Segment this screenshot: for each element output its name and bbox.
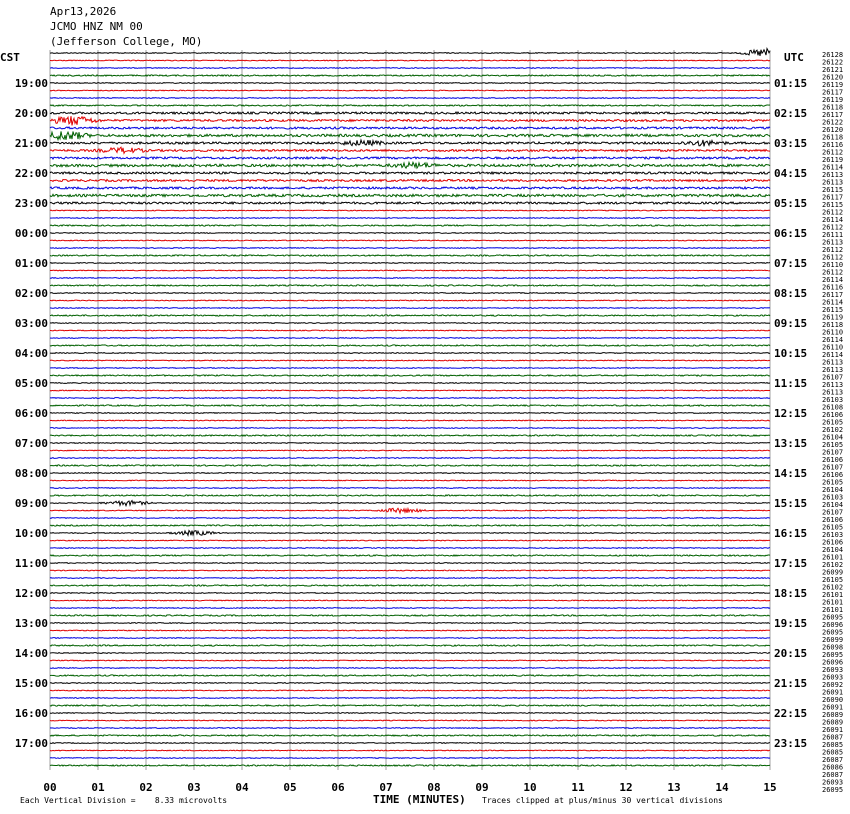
x-tick-label: 07 xyxy=(379,781,393,794)
cst-hour-label: 10:00 xyxy=(14,527,48,540)
trace-value: 26119 xyxy=(822,81,844,89)
trace-value: 26101 xyxy=(822,591,844,599)
cst-hour-label: 22:00 xyxy=(14,167,48,180)
trace-line xyxy=(50,233,770,234)
trace-value: 26093 xyxy=(822,673,844,682)
x-tick-label: 00 xyxy=(43,781,57,794)
cst-hour-label: 06:00 xyxy=(14,407,48,420)
trace-value: 26115 xyxy=(822,186,844,194)
utc-hour-label: 08:15 xyxy=(774,287,808,300)
cst-hour-label: 23:00 xyxy=(14,197,48,210)
trace-value: 26117 xyxy=(822,111,844,119)
trace-value: 26103 xyxy=(822,396,844,404)
trace-line xyxy=(50,240,770,241)
trace-line xyxy=(50,735,770,736)
trace-line xyxy=(50,255,770,256)
utc-hour-label: 09:15 xyxy=(774,317,808,330)
trace-value: 26110 xyxy=(822,328,844,337)
trace-value: 26118 xyxy=(822,133,844,142)
x-tick-label: 08 xyxy=(427,781,441,794)
x-tick-label: 03 xyxy=(187,781,201,794)
trace-value: 26096 xyxy=(822,621,844,629)
trace-line xyxy=(50,330,770,331)
utc-hour-label: 15:15 xyxy=(774,497,808,510)
trace-value: 26122 xyxy=(822,118,844,127)
cst-hour-label: 14:00 xyxy=(14,647,48,660)
trace-line xyxy=(50,98,770,99)
trace-line xyxy=(50,60,770,61)
trace-value: 26110 xyxy=(822,343,844,352)
trace-value: 26114 xyxy=(822,163,844,172)
x-tick-label: 10 xyxy=(523,781,537,794)
trace-line xyxy=(50,495,770,496)
trace-value: 26105 xyxy=(822,478,844,487)
trace-line xyxy=(50,720,770,721)
trace-line xyxy=(50,162,770,168)
cst-hour-label: 11:00 xyxy=(14,557,48,570)
trace-value: 26092 xyxy=(822,681,844,689)
cst-hour-label: 00:00 xyxy=(14,227,48,240)
trace-line xyxy=(50,140,770,147)
trace-line xyxy=(50,473,770,474)
trace-line xyxy=(50,368,770,369)
trace-value: 26087 xyxy=(822,756,844,764)
trace-line xyxy=(50,131,770,139)
cst-hour-label: 05:00 xyxy=(14,377,48,390)
trace-line xyxy=(50,765,770,766)
trace-line xyxy=(50,49,770,56)
trace-line xyxy=(50,690,770,691)
trace-line xyxy=(50,353,770,354)
trace-value: 26114 xyxy=(822,276,844,284)
cst-hour-label: 16:00 xyxy=(14,707,48,720)
trace-line xyxy=(50,750,770,751)
trace-line xyxy=(50,518,770,519)
trace-value: 26121 xyxy=(822,66,844,74)
trace-value: 26102 xyxy=(822,426,844,434)
trace-line xyxy=(50,202,770,204)
trace-value: 26085 xyxy=(822,748,844,757)
cst-hour-label: 17:00 xyxy=(14,737,48,750)
trace-value: 26104 xyxy=(822,486,844,494)
trace-line xyxy=(50,713,770,714)
trace-value: 26116 xyxy=(822,141,844,149)
utc-hour-label: 16:15 xyxy=(774,527,808,540)
trace-value: 26093 xyxy=(822,778,844,787)
trace-line xyxy=(50,600,770,601)
cst-hour-label: 13:00 xyxy=(14,617,48,630)
trace-line xyxy=(50,525,770,526)
trace-line xyxy=(50,83,770,84)
utc-hour-label: 14:15 xyxy=(774,467,808,480)
trace-line xyxy=(50,531,770,536)
trace-value: 26091 xyxy=(822,726,844,734)
trace-line xyxy=(50,147,770,153)
trace-value: 26117 xyxy=(822,291,844,299)
trace-line xyxy=(50,210,770,211)
trace-value: 26117 xyxy=(822,193,844,202)
trace-value: 26089 xyxy=(822,718,844,727)
trace-value: 26113 xyxy=(822,388,844,397)
x-tick-label: 15 xyxy=(763,781,777,794)
trace-line xyxy=(50,360,770,361)
clip-note: Traces clipped at plus/minus 30 vertical divisions xyxy=(482,796,723,805)
trace-value: 26098 xyxy=(822,643,844,652)
trace-line xyxy=(50,645,770,646)
trace-value: 26107 xyxy=(822,508,844,517)
trace-value: 26091 xyxy=(822,688,844,697)
trace-line xyxy=(50,68,770,69)
x-axis-title: TIME (MINUTES) xyxy=(373,793,466,806)
x-tick-label: 01 xyxy=(91,781,105,794)
trace-value: 26112 xyxy=(822,246,844,254)
trace-value: 26112 xyxy=(822,208,844,217)
trace-value: 26095 xyxy=(822,628,844,637)
station-code: JCMO HNZ NM 00 xyxy=(50,20,143,33)
cst-hour-label: 12:00 xyxy=(14,587,48,600)
utc-hour-labels xyxy=(774,77,807,750)
utc-hour-label: 03:15 xyxy=(774,137,808,150)
x-tick-label: 13 xyxy=(667,781,681,794)
trace-value: 26095 xyxy=(822,786,844,794)
trace-line xyxy=(50,116,770,125)
trace-value: 26120 xyxy=(822,126,844,134)
trace-value: 26110 xyxy=(822,261,844,269)
trace-value: 26106 xyxy=(822,538,844,547)
trace-value: 26087 xyxy=(822,733,844,742)
trace-value: 26107 xyxy=(822,448,844,457)
trace-value: 26117 xyxy=(822,88,844,97)
trace-value: 26105 xyxy=(822,441,844,449)
trace-value: 26101 xyxy=(822,553,844,562)
trace-line xyxy=(50,270,770,271)
trace-value: 26118 xyxy=(822,103,844,112)
trace-line xyxy=(50,705,770,706)
trace-line xyxy=(50,308,770,309)
trace-line xyxy=(50,758,770,759)
x-tick-label: 11 xyxy=(571,781,585,794)
cst-hour-label: 19:00 xyxy=(14,77,48,90)
trace-value: 26114 xyxy=(822,216,844,224)
trace-line xyxy=(50,345,770,346)
trace-line xyxy=(50,548,770,549)
trace-value: 26086 xyxy=(822,763,844,772)
scale-note: Each Vertical Division = 8.33 microvolts xyxy=(20,796,228,805)
trace-line xyxy=(50,398,770,399)
trace-value: 26087 xyxy=(822,771,844,779)
trace-line xyxy=(50,105,770,106)
utc-hour-label: 01:15 xyxy=(774,77,808,90)
trace-line xyxy=(50,127,770,129)
trace-line xyxy=(50,338,770,339)
trace-line xyxy=(50,570,770,571)
utc-hour-label: 21:15 xyxy=(774,677,808,690)
trace-value: 26107 xyxy=(822,373,844,382)
seismic-traces xyxy=(50,49,770,767)
trace-line xyxy=(50,698,770,699)
trace-value: 26102 xyxy=(822,583,844,592)
trace-line xyxy=(50,623,770,624)
utc-hour-label: 20:15 xyxy=(774,647,808,660)
utc-hour-label: 07:15 xyxy=(774,257,808,270)
station-location: (Jefferson College, MO) xyxy=(50,35,203,48)
trace-line xyxy=(50,218,770,219)
trace-value: 26099 xyxy=(822,568,844,577)
utc-hour-label: 10:15 xyxy=(774,347,808,360)
trace-value: 26105 xyxy=(822,576,844,584)
trace-line xyxy=(50,172,770,174)
trace-value: 26107 xyxy=(822,463,844,472)
trace-line xyxy=(50,285,770,286)
x-tick-label: 02 xyxy=(139,781,153,794)
utc-hour-label: 04:15 xyxy=(774,167,808,180)
cst-hour-label: 01:00 xyxy=(14,257,48,270)
trace-value: 26113 xyxy=(822,171,844,179)
trace-line xyxy=(50,540,770,541)
trace-line xyxy=(50,743,770,744)
utc-hour-label: 06:15 xyxy=(774,227,808,240)
trace-line xyxy=(50,593,770,594)
cst-hour-label: 07:00 xyxy=(14,437,48,450)
trace-value: 26102 xyxy=(822,561,844,569)
trace-value: 26114 xyxy=(822,351,844,359)
trace-line xyxy=(50,263,770,264)
utc-hour-label: 11:15 xyxy=(774,377,808,390)
trace-line xyxy=(50,450,770,451)
trace-value: 26101 xyxy=(822,598,844,607)
trace-value: 26096 xyxy=(822,658,844,667)
trace-line xyxy=(50,315,770,316)
trace-value: 26111 xyxy=(822,231,844,239)
trace-line xyxy=(50,608,770,609)
trace-line xyxy=(50,488,770,489)
cst-hour-label: 15:00 xyxy=(14,677,48,690)
x-tick-label: 12 xyxy=(619,781,633,794)
trace-value: 26101 xyxy=(822,606,844,614)
trace-value: 26118 xyxy=(822,321,844,329)
utc-hour-label: 17:15 xyxy=(774,557,808,570)
cst-hour-labels xyxy=(15,77,48,750)
trace-line xyxy=(50,323,770,324)
trace-value: 26105 xyxy=(822,418,844,427)
trace-line xyxy=(50,75,770,76)
trace-line xyxy=(50,501,770,506)
trace-value: 26114 xyxy=(822,298,844,307)
trace-line xyxy=(50,435,770,436)
trace-line xyxy=(50,638,770,639)
trace-value: 26106 xyxy=(822,456,844,464)
trace-value: 26113 xyxy=(822,238,844,247)
cst-hour-label: 02:00 xyxy=(14,287,48,300)
trace-value: 26104 xyxy=(822,546,844,554)
trace-line xyxy=(50,225,770,226)
x-tick-label: 09 xyxy=(475,781,489,794)
trace-value: 26089 xyxy=(822,711,844,719)
trace-value: 26114 xyxy=(822,336,844,344)
trace-line xyxy=(50,293,770,294)
trace-value: 26104 xyxy=(822,433,844,442)
trace-value: 26095 xyxy=(822,651,844,659)
trace-value: 26106 xyxy=(822,516,844,524)
cst-hour-label: 04:00 xyxy=(14,347,48,360)
trace-line xyxy=(50,653,770,654)
trace-value: 26116 xyxy=(822,283,844,292)
trace-line xyxy=(50,90,770,91)
trace-line xyxy=(50,630,770,631)
trace-line xyxy=(50,660,770,661)
trace-value: 26103 xyxy=(822,493,844,502)
trace-value: 26119 xyxy=(822,156,844,164)
cst-hour-label: 09:00 xyxy=(14,497,48,510)
trace-line xyxy=(50,428,770,429)
trace-value: 26112 xyxy=(822,253,844,262)
trace-line xyxy=(50,187,770,189)
trace-value: 26122 xyxy=(822,58,844,67)
trace-value: 26120 xyxy=(822,73,844,82)
trace-value: 26113 xyxy=(822,366,844,374)
trace-line xyxy=(50,578,770,579)
trace-line xyxy=(50,615,770,616)
trace-value: 26103 xyxy=(822,531,844,539)
utc-hour-label: 23:15 xyxy=(774,737,808,750)
right-timezone-label: UTC xyxy=(784,51,804,64)
trace-line xyxy=(50,383,770,384)
trace-value: 26128 xyxy=(822,51,844,59)
trace-value: 26104 xyxy=(822,501,844,509)
left-timezone-label: CST xyxy=(0,51,20,64)
trace-line xyxy=(50,675,770,676)
plot-date: Apr13,2026 xyxy=(50,5,117,18)
trace-line xyxy=(50,420,770,421)
trace-value: 26112 xyxy=(822,268,844,277)
trace-line xyxy=(50,157,770,159)
trace-value: 26113 xyxy=(822,381,844,389)
trace-value: 26113 xyxy=(822,358,844,367)
utc-hour-label: 02:15 xyxy=(774,107,808,120)
trace-value: 26119 xyxy=(822,313,844,322)
trace-value-column xyxy=(822,51,843,794)
trace-value: 26093 xyxy=(822,666,844,674)
trace-value: 26090 xyxy=(822,696,844,704)
trace-line xyxy=(50,375,770,376)
trace-line xyxy=(50,413,770,414)
trace-line xyxy=(50,180,770,182)
trace-line xyxy=(50,465,770,466)
trace-line xyxy=(50,508,770,513)
trace-line xyxy=(50,555,770,556)
trace-value: 26113 xyxy=(822,178,844,187)
trace-line xyxy=(50,443,770,444)
trace-value: 26112 xyxy=(822,223,844,232)
trace-line xyxy=(50,585,770,586)
trace-line xyxy=(50,458,770,459)
trace-value: 26095 xyxy=(822,613,844,622)
trace-value: 26115 xyxy=(822,306,844,314)
trace-line xyxy=(50,683,770,684)
trace-line xyxy=(50,194,770,196)
trace-value: 26106 xyxy=(822,471,844,479)
trace-value: 26099 xyxy=(822,636,844,644)
trace-line xyxy=(50,668,770,669)
trace-line xyxy=(50,248,770,249)
trace-value: 26091 xyxy=(822,703,844,712)
x-tick-label: 06 xyxy=(331,781,345,794)
trace-value: 26085 xyxy=(822,741,844,749)
utc-hour-label: 19:15 xyxy=(774,617,808,630)
trace-line xyxy=(50,728,770,729)
trace-value: 26108 xyxy=(822,403,844,412)
utc-hour-label: 18:15 xyxy=(774,587,808,600)
trace-value: 26106 xyxy=(822,411,844,419)
trace-line xyxy=(50,480,770,481)
trace-line xyxy=(50,112,770,114)
x-tick-label: 14 xyxy=(715,781,729,794)
cst-hour-label: 21:00 xyxy=(14,137,48,150)
cst-hour-label: 20:00 xyxy=(14,107,48,120)
utc-hour-label: 22:15 xyxy=(774,707,808,720)
utc-hour-label: 13:15 xyxy=(774,437,808,450)
trace-line xyxy=(50,300,770,301)
trace-line xyxy=(50,405,770,406)
trace-value: 26115 xyxy=(822,201,844,209)
cst-hour-label: 03:00 xyxy=(14,317,48,330)
cst-hour-label: 08:00 xyxy=(14,467,48,480)
trace-line xyxy=(50,278,770,279)
trace-value: 26105 xyxy=(822,523,844,532)
x-tick-label: 05 xyxy=(283,781,297,794)
x-tick-label: 04 xyxy=(235,781,249,794)
trace-value: 26112 xyxy=(822,148,844,157)
trace-line xyxy=(50,390,770,391)
trace-line xyxy=(50,563,770,564)
utc-hour-label: 12:15 xyxy=(774,407,808,420)
utc-hour-label: 05:15 xyxy=(774,197,808,210)
trace-value: 26119 xyxy=(822,96,844,104)
